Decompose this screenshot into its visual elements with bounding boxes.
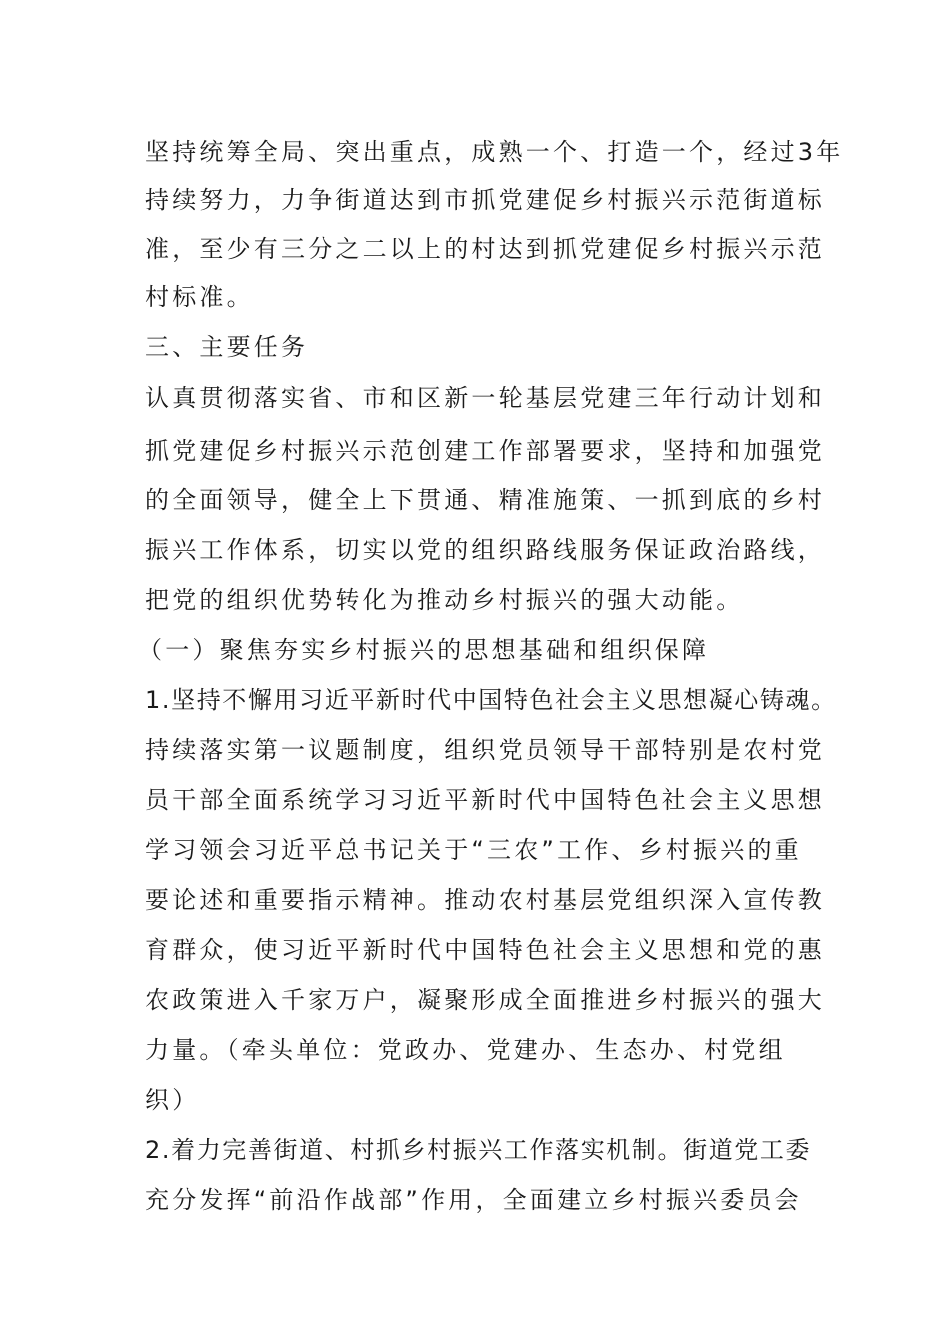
paragraph-line: 认真贯彻落实省、市和区新一轮基层党建三年行动计划和 (145, 384, 825, 412)
paragraph-line: 农政策进入千家万户，凝聚形成全面推进乡村振兴的强大 (145, 986, 825, 1014)
paragraph-line: 力量。（牵头单位：党政办、党建办、生态办、村党组 (145, 1036, 786, 1064)
section-heading: 三、主要任务 (145, 333, 309, 361)
paragraph-line: 织） (145, 1086, 200, 1114)
subsection-heading: （一）聚焦夯实乡村振兴的思想基础和组织保障 (138, 636, 710, 664)
paragraph-line: 抓党建促乡村振兴示范创建工作部署要求，坚持和加强党 (145, 437, 825, 465)
item-heading: 1.坚持不懈用习近平新时代中国特色社会主义思想凝心铸魂。 (145, 686, 837, 714)
paragraph-line: 振兴工作体系，切实以党的组织路线服务保证政治路线， (145, 536, 825, 564)
paragraph-line: 充分发挥“前沿作战部”作用，全面建立乡村振兴委员会 (145, 1186, 802, 1214)
paragraph-line: 准，至少有三分之二以上的村达到抓党建促乡村振兴示范 (145, 235, 825, 263)
paragraph-line: 坚持统筹全局、突出重点，成熟一个、打造一个，经过3年 (145, 138, 844, 166)
paragraph-line: 把党的组织优势转化为推动乡村振兴的强大动能。 (145, 586, 744, 614)
item-heading: 2.着力完善街道、村抓乡村振兴工作落实机制。街道党工委 (145, 1136, 812, 1164)
paragraph-line: 要论述和重要指示精神。推动农村基层党组织深入宣传教 (145, 886, 825, 914)
paragraph-line: 育群众，使习近平新时代中国特色社会主义思想和党的惠 (145, 936, 825, 964)
paragraph-line: 员干部全面系统学习习近平新时代中国特色社会主义思想 (145, 786, 825, 814)
paragraph-line: 的全面领导，健全上下贯通、精准施策、一抓到底的乡村 (145, 486, 825, 514)
paragraph-line: 村标准。 (145, 283, 254, 311)
paragraph-line: 持续努力，力争街道达到市抓党建促乡村振兴示范街道标 (145, 186, 825, 214)
paragraph-line: 持续落实第一议题制度，组织党员领导干部特别是农村党 (145, 736, 825, 764)
paragraph-line: 学习领会习近平总书记关于“三农”工作、乡村振兴的重 (145, 836, 802, 864)
